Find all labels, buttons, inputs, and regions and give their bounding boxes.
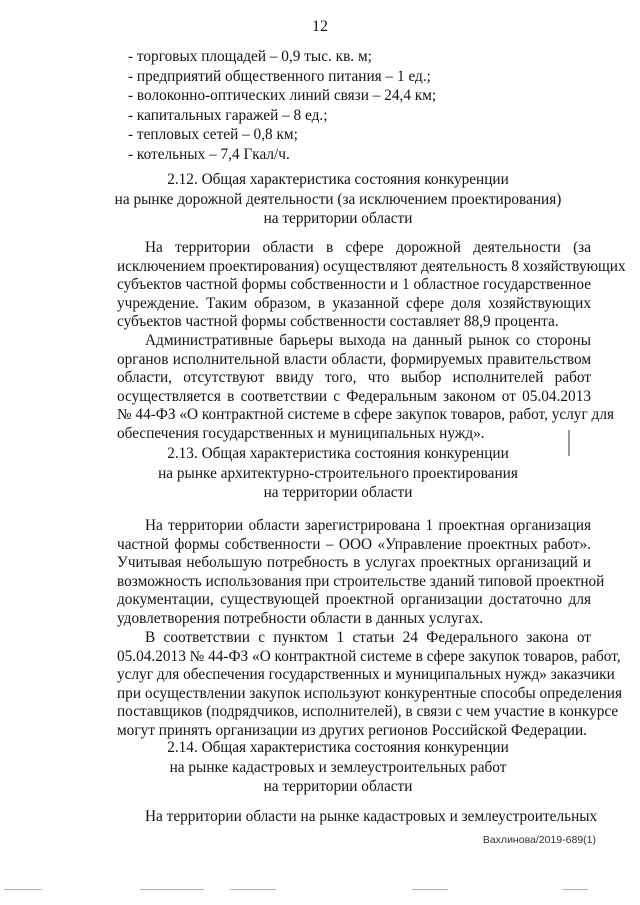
- text-line: Учитывая небольшую потребность в услугах проектных организаций и: [117, 554, 591, 572]
- section-heading-2-13: [98, 444, 578, 503]
- list-item: - капитальных гаражей – 8 ед.;: [128, 106, 328, 124]
- text-line: На территории области в сфере дорожной деятельности (за: [145, 239, 591, 256]
- text-line: субъектов частной формы собственности составляет 88,9 процента.: [117, 313, 559, 331]
- heading-line: на территории области: [263, 210, 413, 227]
- paragraph-2-12-1: [117, 239, 626, 332]
- page-number: 12: [312, 18, 328, 35]
- text-line: Административные барьеры выхода на данный рынок со стороны: [145, 332, 591, 349]
- bullet-list: [128, 47, 436, 164]
- section-heading-2-14: [98, 738, 578, 797]
- list-item: - котельных – 7,4 Гкал/ч.: [128, 145, 290, 163]
- list-item: - торговых площадей – 0,9 тыс. кв. м;: [128, 48, 372, 65]
- heading-line: 2.12. Общая характеристика состояния конкуренции: [167, 171, 509, 188]
- text-line: субъектов частной формы собственности и 1 областное государственное: [117, 276, 591, 294]
- document-reference: Вахлинова/2019-689(1): [482, 834, 596, 846]
- text-line: осуществляется в соответствии с Федеральным законом от 05.04.2013: [117, 387, 591, 405]
- paragraph-2-14-1: [117, 808, 598, 827]
- text-line: при осуществлении закупок используют конкурентные способы определения: [117, 684, 623, 702]
- text-line: № 44-ФЗ «О контрактной системе в сфере закупок товаров, работ, услуг для: [117, 406, 614, 424]
- heading-line: на рынке дорожной деятельности (за исключением проектирования): [114, 190, 562, 208]
- text-line: могут принять организации из других регионов Российской Федерации.: [117, 721, 588, 739]
- heading-line: на территории области: [263, 484, 413, 501]
- section-heading-2-12: [98, 170, 578, 229]
- text-line: частной формы собственности – ООО «Управление проектных работ».: [117, 535, 591, 553]
- heading-line: 2.13. Общая характеристика состояния конкуренции: [167, 445, 509, 462]
- text-line: На территории области зарегистрирована 1 проектная организация: [145, 517, 591, 534]
- heading-line: 2.14. Общая характеристика состояния конкуренции: [167, 739, 509, 756]
- text-line: обеспечения государственных и муниципальных нужд».: [117, 424, 485, 442]
- paragraph-2-13-2: [117, 629, 623, 741]
- paragraph-2-13-1: [117, 517, 605, 629]
- text-line: На территории области на рынке кадастровых и землеустроительных: [145, 808, 598, 825]
- text-line: учреждение. Таким образом, в указанной сфере доля хозяйствующих: [117, 294, 591, 312]
- text-line: органов исполнительной власти области, формируемых правительством: [117, 350, 591, 368]
- paragraph-2-12-2: [117, 332, 614, 444]
- list-item: - волоконно-оптических линий связи – 24,4 км;: [128, 87, 437, 104]
- text-line: документации, существующей проектной организации достаточно для: [117, 591, 591, 609]
- list-item: - тепловых сетей – 0,8 км;: [128, 126, 298, 143]
- text-line: возможность использования при строительстве зданий типовой проектной: [117, 572, 605, 590]
- scan-artifact-line: [0, 889, 640, 892]
- text-line: исключением проектирования) осуществляют деятельность 8 хозяйствующих: [117, 257, 626, 275]
- text-line: услуг для обеспечения государственных и муниципальных нужд» заказчики: [117, 666, 615, 684]
- text-line: области, отсутствуют ввиду того, что выбор исполнителей работ: [117, 369, 591, 387]
- heading-line: на рынке кадастровых и землеустроительных работ: [169, 758, 507, 776]
- heading-line: на рынке архитектурно-строительного проектирования: [158, 464, 518, 482]
- text-line: поставщиков (подрядчиков, исполнителей), в связи с чем участие в конкурсе: [117, 703, 619, 721]
- text-line: удовлетворения потребности области в данных услугах.: [117, 609, 484, 627]
- heading-line: на территории области: [263, 778, 413, 795]
- text-line: В соответствии с пунктом 1 статьи 24 Федерального закона от: [145, 629, 591, 646]
- text-line: 05.04.2013 № 44-ФЗ «О контрактной системе в сфере закупок товаров, работ,: [117, 647, 621, 665]
- list-item: - предприятий общественного питания – 1 ед.;: [128, 67, 431, 85]
